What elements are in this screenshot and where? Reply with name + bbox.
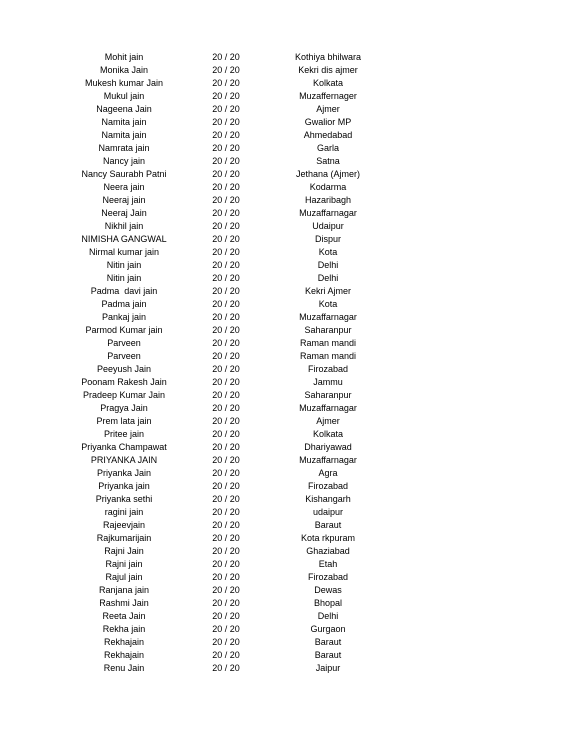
participant-name: Neeraj jain: [102, 195, 146, 205]
score: 20 / 20: [212, 247, 240, 257]
city: Kota: [318, 299, 338, 309]
table-row: [0, 454, 568, 467]
participant-name: Poonam Rakesh Jain: [81, 377, 167, 387]
participant-name: Mohit jain: [104, 52, 144, 62]
score: 20 / 20: [212, 546, 240, 556]
city: Bhopal: [313, 598, 343, 608]
city: Kota rkpuram: [300, 533, 356, 543]
participant-name: Reeta Jain: [102, 611, 146, 621]
city: Ajmer: [316, 104, 340, 114]
city: Dewas: [314, 585, 342, 595]
score: 20 / 20: [212, 468, 240, 478]
table-row: [0, 350, 568, 363]
participant-name: Parmod Kumar jain: [85, 325, 163, 335]
table-row: [0, 623, 568, 636]
table-row: [0, 480, 568, 493]
table-row: [0, 103, 568, 116]
table-row: [0, 636, 568, 649]
table-row: [0, 467, 568, 480]
table-row: [0, 129, 568, 142]
city: Raman mandi: [299, 351, 357, 361]
table-row: [0, 532, 568, 545]
participant-name: Nancy Saurabh Patni: [81, 169, 167, 179]
city: Ajmer: [316, 416, 340, 426]
table-row: [0, 649, 568, 662]
score: 20 / 20: [212, 143, 240, 153]
score: 20 / 20: [212, 624, 240, 634]
table-row: [0, 90, 568, 103]
table-row: [0, 142, 568, 155]
city: Muzaffarnagar: [299, 312, 357, 322]
score: 20 / 20: [212, 104, 240, 114]
score: 20 / 20: [212, 169, 240, 179]
score: 20 / 20: [212, 299, 240, 309]
score: 20 / 20: [212, 403, 240, 413]
score: 20 / 20: [212, 52, 240, 62]
city: Delhi: [317, 273, 339, 283]
city: Muzaffarnagar: [299, 455, 357, 465]
score: 20 / 20: [212, 390, 240, 400]
score: 20 / 20: [212, 208, 240, 218]
participant-name: Peeyush Jain: [96, 364, 152, 374]
city: Gwalior MP: [304, 117, 352, 127]
table-row: [0, 155, 568, 168]
city: Saharanpur: [304, 325, 352, 335]
city: udaipur: [312, 507, 344, 517]
city: Ahmedabad: [303, 130, 353, 140]
table-row: [0, 324, 568, 337]
city: Gurgaon: [310, 624, 346, 634]
participant-name: Priyanka Jain: [96, 468, 152, 478]
city: Saharanpur: [304, 390, 352, 400]
score: 20 / 20: [212, 286, 240, 296]
score: 20 / 20: [212, 650, 240, 660]
table-row: [0, 220, 568, 233]
score: 20 / 20: [212, 156, 240, 166]
table-row: [0, 116, 568, 129]
score: 20 / 20: [212, 273, 240, 283]
city: Delhi: [317, 611, 339, 621]
participant-name: Namita jain: [101, 130, 147, 140]
participant-name: Rajul jain: [105, 572, 143, 582]
participant-name: Nancy jain: [102, 156, 146, 166]
score: 20 / 20: [212, 494, 240, 504]
participant-name: Nikhil jain: [104, 221, 144, 231]
city: Udaipur: [312, 221, 344, 231]
participant-name: Pankaj jain: [101, 312, 147, 322]
participant-name: ragini jain: [104, 507, 144, 517]
participant-name: Parveen: [107, 351, 141, 361]
participant-name: Namrata jain: [98, 143, 150, 153]
table-row: [0, 246, 568, 259]
score: 20 / 20: [212, 195, 240, 205]
participant-name: Padma davi jain: [90, 286, 158, 296]
city: Muzaffernager: [299, 91, 357, 101]
score: 20 / 20: [212, 637, 240, 647]
city: Firozabad: [307, 364, 349, 374]
city: Firozabad: [307, 572, 349, 582]
city: Baraut: [314, 650, 342, 660]
table-row: [0, 51, 568, 64]
score: 20 / 20: [212, 481, 240, 491]
participant-name: Mukul jain: [103, 91, 145, 101]
city: Agra: [318, 468, 338, 478]
participant-name: Priyanka sethi: [95, 494, 153, 504]
participant-name: Ranjana jain: [98, 585, 150, 595]
score: 20 / 20: [212, 520, 240, 530]
table-row: [0, 584, 568, 597]
table-row: [0, 311, 568, 324]
participant-name: Nitin jain: [106, 273, 142, 283]
score: 20 / 20: [212, 585, 240, 595]
table-row: [0, 558, 568, 571]
city: Kothiya bhilwara: [294, 52, 362, 62]
city: Kishangarh: [305, 494, 351, 504]
score: 20 / 20: [212, 364, 240, 374]
participant-name: Monika Jain: [99, 65, 149, 75]
table-row: [0, 428, 568, 441]
city: Kota: [318, 247, 338, 257]
participant-name: Nitin jain: [106, 260, 142, 270]
table-row: [0, 519, 568, 532]
participant-name: Nirmal kumar jain: [88, 247, 159, 257]
score: 20 / 20: [212, 260, 240, 270]
score: 20 / 20: [212, 598, 240, 608]
participant-name: Parveen: [107, 338, 141, 348]
participant-name: Pritee jain: [103, 429, 145, 439]
score: 20 / 20: [212, 182, 240, 192]
participant-name: Rekha jain: [102, 624, 146, 634]
score: 20 / 20: [212, 65, 240, 75]
participant-name: Pragya Jain: [100, 403, 148, 413]
score: 20 / 20: [212, 351, 240, 361]
table-row: [0, 168, 568, 181]
city: Kekri dis ajmer: [298, 65, 358, 75]
table-row: [0, 77, 568, 90]
city: Ghaziabad: [306, 546, 350, 556]
score: 20 / 20: [212, 117, 240, 127]
table-row: [0, 194, 568, 207]
participant-name: Namita jain: [101, 117, 147, 127]
table-row: [0, 376, 568, 389]
score: 20 / 20: [212, 234, 240, 244]
score: 20 / 20: [212, 533, 240, 543]
table-row: [0, 402, 568, 415]
participant-name: Prem lata jain: [96, 416, 152, 426]
score: 20 / 20: [212, 78, 240, 88]
table-row: [0, 441, 568, 454]
score: 20 / 20: [212, 663, 240, 673]
city: Kolkata: [312, 429, 344, 439]
table-row: [0, 285, 568, 298]
city: Firozabad: [307, 481, 349, 491]
score: 20 / 20: [212, 416, 240, 426]
score: 20 / 20: [212, 572, 240, 582]
participant-name: NIMISHA GANGWAL: [81, 234, 167, 244]
score: 20 / 20: [212, 611, 240, 621]
score: 20 / 20: [212, 442, 240, 452]
table-row: [0, 506, 568, 519]
city: Dispur: [314, 234, 341, 244]
table-row: [0, 207, 568, 220]
table-row: [0, 610, 568, 623]
participant-name: Pradeep Kumar Jain: [82, 390, 166, 400]
score: 20 / 20: [212, 130, 240, 140]
city: Muzaffarnagar: [299, 208, 357, 218]
city: Raman mandi: [299, 338, 357, 348]
city: Hazaribagh: [304, 195, 352, 205]
city: Dhariyawad: [304, 442, 352, 452]
table-row: [0, 415, 568, 428]
city: Garla: [316, 143, 339, 153]
participant-name: Priyanka Champawat: [81, 442, 167, 452]
city: Kodarma: [309, 182, 347, 192]
table-row: [0, 389, 568, 402]
table-row: [0, 181, 568, 194]
city: Satna: [316, 156, 340, 166]
city: Baraut: [314, 520, 342, 530]
table-row: [0, 597, 568, 610]
results-table: [0, 51, 568, 675]
city: Baraut: [314, 637, 342, 647]
city: Jammu: [313, 377, 343, 387]
table-row: [0, 545, 568, 558]
score: 20 / 20: [212, 455, 240, 465]
participant-name: Mukesh kumar Jain: [84, 78, 164, 88]
score: 20 / 20: [212, 312, 240, 322]
participant-name: Neeraj Jain: [101, 208, 147, 218]
score: 20 / 20: [212, 429, 240, 439]
participant-name: Rajkumarijain: [96, 533, 152, 543]
participant-name: Rekhajain: [103, 650, 145, 660]
city: Etah: [318, 559, 338, 569]
participant-name: Renu Jain: [103, 663, 145, 673]
score: 20 / 20: [212, 507, 240, 517]
participant-name: Rashmi Jain: [99, 598, 149, 608]
participant-name: Priyanka jain: [98, 481, 150, 491]
score: 20 / 20: [212, 559, 240, 569]
city: Delhi: [317, 260, 339, 270]
table-row: [0, 337, 568, 350]
participant-name: Nageena Jain: [96, 104, 152, 114]
participant-name: Rajni jain: [105, 559, 143, 569]
participant-name: Rekhajain: [103, 637, 145, 647]
participant-name: Rajni Jain: [104, 546, 144, 556]
table-row: [0, 493, 568, 506]
score: 20 / 20: [212, 338, 240, 348]
participant-name: Padma jain: [101, 299, 147, 309]
table-row: [0, 571, 568, 584]
table-row: [0, 662, 568, 675]
table-row: [0, 64, 568, 77]
city: Kekri Ajmer: [304, 286, 351, 296]
participant-name: Rajeevjain: [102, 520, 146, 530]
city: Muzaffarnagar: [299, 403, 357, 413]
score: 20 / 20: [212, 325, 240, 335]
score: 20 / 20: [212, 377, 240, 387]
city: Jethana (Ajmer): [295, 169, 361, 179]
city: Kolkata: [312, 78, 344, 88]
score: 20 / 20: [212, 221, 240, 231]
table-row: [0, 363, 568, 376]
table-row: [0, 259, 568, 272]
table-row: [0, 298, 568, 311]
participant-name: Neera jain: [103, 182, 145, 192]
participant-name: PRIYANKA JAIN: [90, 455, 158, 465]
score: 20 / 20: [212, 91, 240, 101]
table-row: [0, 233, 568, 246]
city: Jaipur: [315, 663, 341, 673]
table-row: [0, 272, 568, 285]
